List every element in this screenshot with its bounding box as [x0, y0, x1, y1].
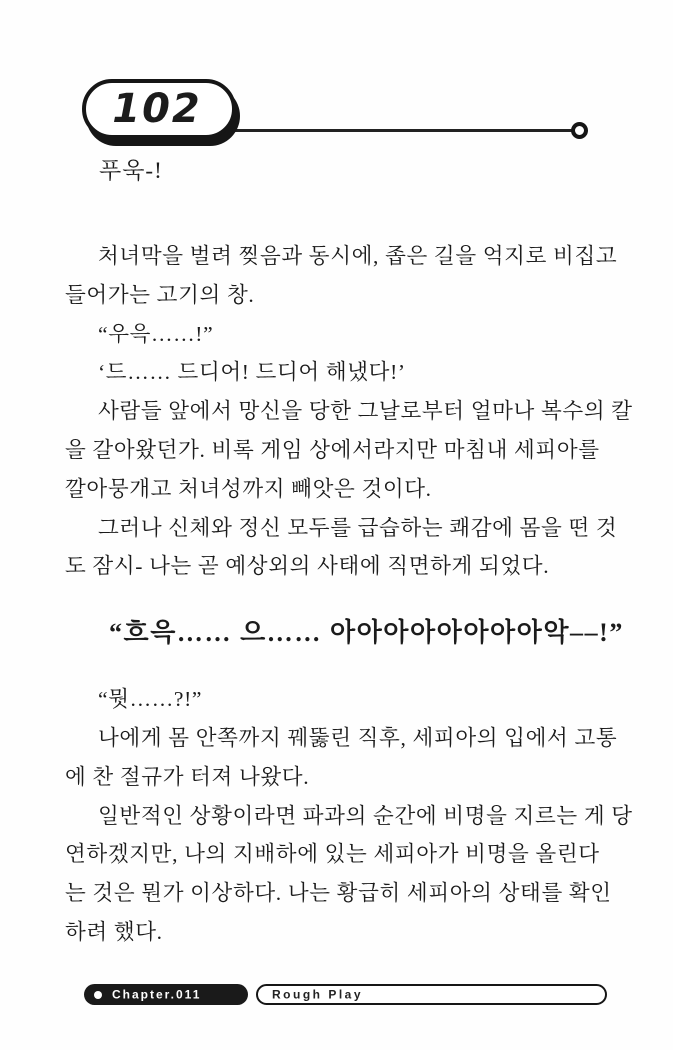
text-line: 도 잠시- 나는 곧 예상외의 사태에 직면하게 되었다.: [65, 554, 550, 579]
footer-title-pill: [256, 984, 607, 1005]
text-line: 나에게 몸 안쪽까지 꿰뚫린 직후, 세피아의 입에서 고통: [98, 725, 618, 750]
header-rule: [220, 129, 578, 132]
text-line: 처녀막을 벌려 찢음과 동시에, 좁은 길을 억지로 비집고: [98, 244, 618, 268]
text-line: “뭣……?!”: [98, 687, 203, 712]
chapter-bullet-dot-icon: [94, 991, 102, 999]
text-line: 들어가는 고기의 창.: [65, 282, 255, 307]
text-line: 사람들 앞에서 망신을 당한 그날로부터 얼마나 복수의 칼: [98, 399, 633, 424]
page-number-badge: [82, 79, 236, 139]
text-line: 깔아뭉개고 처녀성까지 빼앗은 것이다.: [65, 476, 432, 501]
text-line: 을 갈아왔던가. 비록 게임 상에서라지만 마침내 세피아를: [65, 437, 600, 462]
sound-effect-text: 푸욱-!: [99, 158, 163, 183]
text-line: 에 찬 절규가 터져 나왔다.: [65, 764, 310, 789]
text-line: ‘드…… 드디어! 드디어 해냈다!’: [98, 360, 406, 385]
shout-line: “흐윽…… 으…… 아아아아아아아아악––!”: [109, 618, 624, 648]
chapter-label: Chapter.011: [112, 987, 202, 1001]
body-text: [65, 237, 633, 952]
text-line: 일반적인 상황이라면 파과의 순간에 비명을 지르는 게 당: [98, 803, 633, 828]
line-end-ring-icon: [571, 122, 588, 139]
section-title: Rough Play: [272, 987, 364, 1001]
text-line: 는 것은 뭔가 이상하다. 나는 황급히 세피아의 상태를 확인: [65, 881, 612, 906]
text-line: 연하겠지만, 나의 지배하에 있는 세피아가 비명을 올린다: [65, 842, 600, 867]
text-line: “우윽……!”: [98, 321, 214, 346]
blank-line: [65, 586, 625, 600]
blank-line: [65, 666, 625, 680]
footer-chapter-pill: [84, 984, 248, 1005]
page-number: 102: [112, 86, 202, 132]
text-line: 그러나 신체와 정신 모두를 급습하는 쾌감에 몸을 떤 것: [98, 515, 618, 540]
text-line: 하려 했다.: [65, 919, 163, 944]
